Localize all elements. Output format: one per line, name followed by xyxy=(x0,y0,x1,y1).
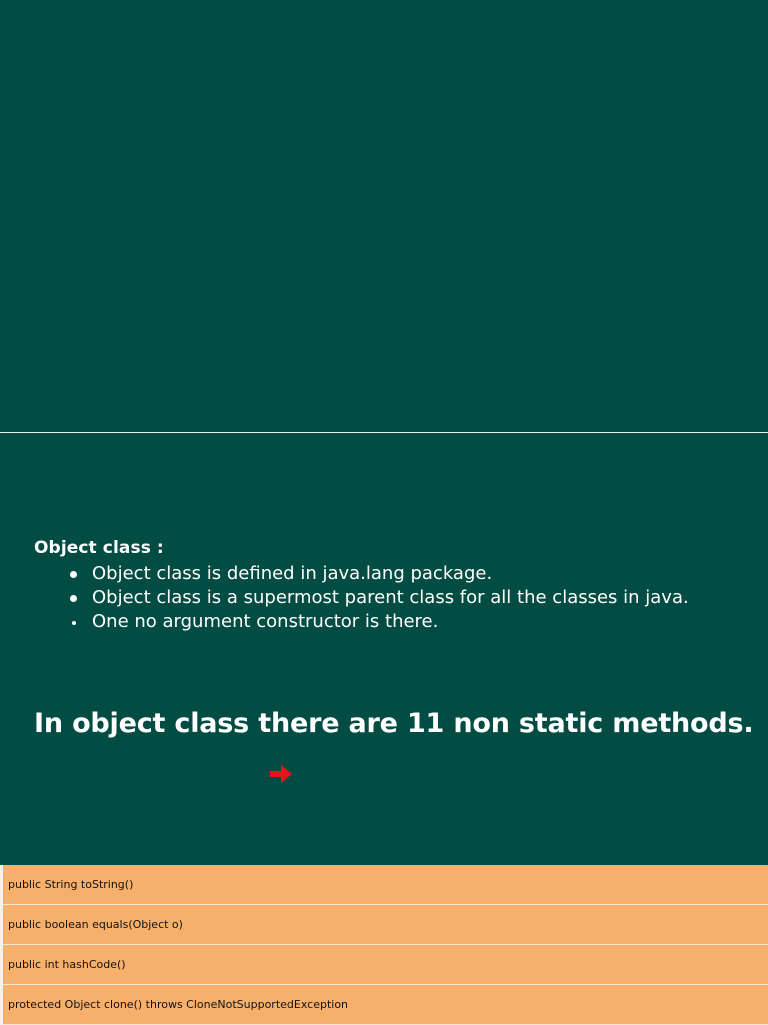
bullet-text: One no argument constructor is there. xyxy=(92,611,439,632)
table-row xyxy=(3,985,768,1025)
method-signature: public boolean equals(Object o) xyxy=(8,918,183,931)
method-signature: public int hashCode() xyxy=(8,958,126,971)
bullet-dot-icon xyxy=(72,621,76,625)
slide-top-blank xyxy=(0,0,768,432)
bullet-list xyxy=(68,562,689,634)
bullet-item xyxy=(68,610,689,634)
table-row xyxy=(3,945,768,985)
bullet-item xyxy=(68,586,689,610)
table-row xyxy=(3,905,768,945)
methods-statement: In object class there are 11 non static methods. xyxy=(34,708,754,739)
method-signature: protected Object clone() throws CloneNotSupportedException xyxy=(8,998,349,1011)
bullet-dot-icon xyxy=(70,571,77,578)
section-heading: Object class : xyxy=(34,538,164,558)
bullet-text: Object class is defined in java.lang package. xyxy=(92,563,493,584)
bullet-dot-icon xyxy=(70,595,77,602)
method-signature: public String toString() xyxy=(8,878,134,891)
bullet-text: Object class is a supermost parent class for all the classes in java. xyxy=(92,587,689,608)
right-arrow-icon xyxy=(268,762,294,786)
table-row xyxy=(3,865,768,905)
methods-table xyxy=(0,865,768,1025)
bullet-item xyxy=(68,562,689,586)
